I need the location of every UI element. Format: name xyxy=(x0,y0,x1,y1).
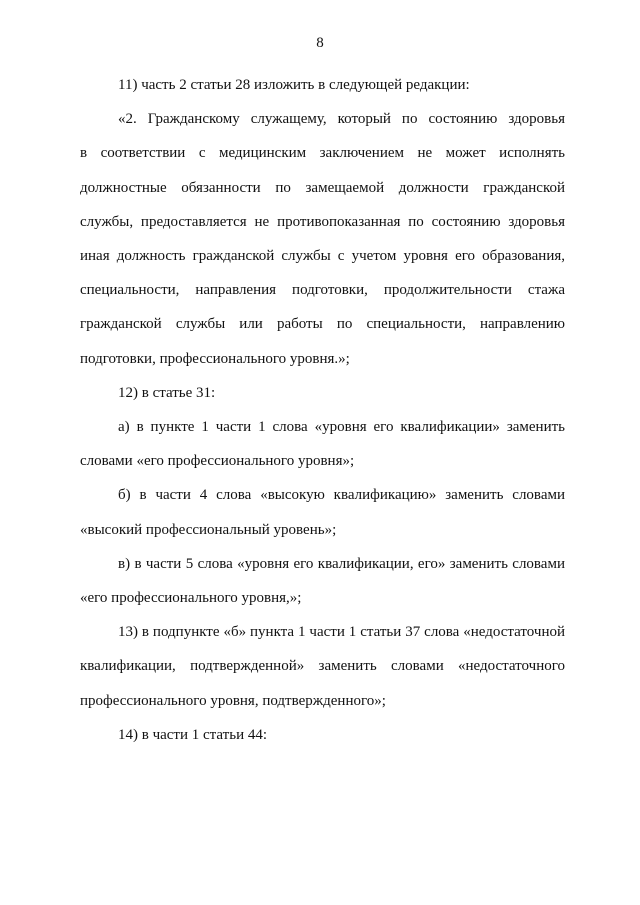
text-line: «высокий профессиональный уровень»; xyxy=(80,521,337,538)
paragraph xyxy=(80,102,565,376)
text-line: а) в пункте 1 части 1 слова «уровня его квалификации» заменить xyxy=(118,419,565,436)
paragraph xyxy=(80,410,565,478)
text-line: профессионального уровня, подтвержденного»; xyxy=(80,692,386,709)
page-number: 8 xyxy=(316,35,324,51)
paragraph xyxy=(80,376,565,410)
paragraph xyxy=(80,547,565,615)
text-line: «2. Гражданскому служащему, который по состоянию здоровья xyxy=(118,111,565,128)
paragraph xyxy=(80,718,565,752)
text-line: 12) в статье 31: xyxy=(118,384,216,401)
text-line: в соответствии с медицинским заключением не может исполнять xyxy=(80,145,565,162)
text-line: 14) в части 1 статьи 44: xyxy=(118,726,268,743)
text-line: подготовки, профессионального уровня.»; xyxy=(80,350,350,367)
text-line: 11) часть 2 статьи 28 изложить в следующей редакции: xyxy=(118,77,470,93)
text-line: «его профессионального уровня,»; xyxy=(80,590,302,607)
document-body xyxy=(80,68,565,752)
text-line: словами «его профессионального уровня»; xyxy=(80,453,355,470)
text-line: специальности, направления подготовки, продолжительности стажа xyxy=(80,282,565,299)
paragraph xyxy=(80,615,565,718)
text-line: квалификации, подтвержденной» заменить словами «недостаточного xyxy=(80,658,565,675)
text-line: 13) в подпункте «б» пункта 1 части 1 статьи 37 слова «недостаточной xyxy=(118,624,565,641)
text-line: службы, предоставляется не противопоказанная по состоянию здоровья xyxy=(80,213,565,230)
text-line: гражданской службы или работы по специальности, направлению xyxy=(80,316,565,333)
text-line: иная должность гражданской службы с учетом уровня его образования, xyxy=(80,248,565,265)
text-line: б) в части 4 слова «высокую квалификацию» заменить словами xyxy=(118,487,565,504)
text-line: должностные обязанности по замещаемой должности гражданской xyxy=(80,179,565,196)
paragraph xyxy=(80,478,565,546)
text-line: в) в части 5 слова «уровня его квалификации, его» заменить словами xyxy=(118,555,565,572)
paragraph xyxy=(80,68,565,102)
